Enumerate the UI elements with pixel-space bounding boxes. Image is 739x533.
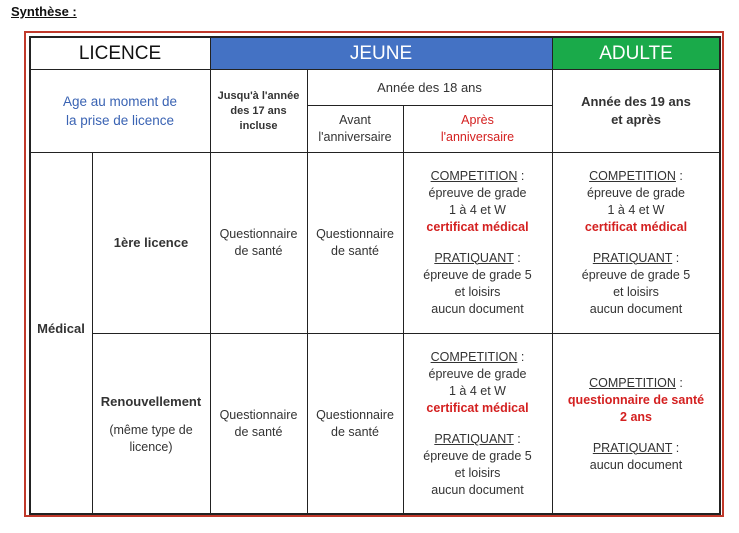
page-title: Synthèse : bbox=[11, 4, 77, 19]
apres-line-1: Après bbox=[461, 112, 494, 127]
header-licence-label: LICENCE bbox=[78, 43, 162, 64]
grid-line bbox=[92, 152, 93, 514]
header-jeune-label: JEUNE bbox=[349, 43, 413, 64]
age-line-1: Age au moment de bbox=[62, 94, 178, 109]
grid-line bbox=[307, 105, 552, 106]
premiere-jusqua-cell: Questionnaire de santé bbox=[219, 226, 298, 258]
premiere-licence-label: 1ère licence bbox=[113, 235, 189, 250]
grid-line bbox=[92, 333, 721, 334]
avant-line-2: l'anniversaire bbox=[318, 129, 392, 144]
age-header bbox=[30, 70, 210, 152]
annee18-label: Année des 18 ans bbox=[377, 80, 482, 95]
grid-line bbox=[29, 513, 721, 515]
grid-line bbox=[210, 36, 211, 514]
medical-label-cell bbox=[30, 152, 92, 515]
renouv-jusqua-cell: Questionnaire de santé bbox=[219, 408, 298, 439]
medical-label: Médical bbox=[37, 321, 85, 336]
premiere-adulte-cell: COMPETITION : épreuve de grade 1 à 4 et W certificat médical PRATIQUANT : épreuve de grade 5 et loisirs aucun document bbox=[581, 168, 691, 316]
annee19-header bbox=[552, 70, 720, 152]
grid-line bbox=[29, 69, 721, 70]
jusqua-line-3: incluse bbox=[239, 119, 278, 132]
avant-header bbox=[307, 105, 403, 152]
header-licence bbox=[30, 37, 210, 70]
header-adulte bbox=[552, 37, 720, 70]
header-jeune bbox=[210, 37, 552, 70]
apres-header bbox=[403, 105, 552, 152]
renouv-avant-cell: Questionnaire de santé bbox=[316, 408, 394, 439]
grid-line bbox=[403, 105, 404, 514]
premiere-apres-cell: COMPETITION : épreuve de grade 1 à 4 et W certificat médical PRATIQUANT : épreuve de grade 5 et loisirs aucun document bbox=[423, 168, 532, 316]
avant-line-1: Avant bbox=[339, 112, 371, 127]
annee19-line-1: Année des 19 ans bbox=[581, 94, 691, 109]
grid-line bbox=[29, 152, 721, 153]
renouv-adulte-cell: COMPETITION : questionnaire de santé 2 ans PRATIQUANT : aucun document bbox=[567, 375, 705, 472]
grid-line bbox=[719, 36, 721, 515]
grid-line bbox=[552, 36, 553, 514]
jusqua-line-1: Jusqu'à l'année bbox=[217, 89, 300, 102]
grid-line bbox=[307, 70, 308, 514]
jusqua-header bbox=[210, 70, 307, 152]
age-line-2: la prise de licence bbox=[65, 113, 175, 128]
renouvellement-label: Renouvellement (même type de licence) bbox=[100, 393, 202, 454]
jusqua-line-2: des 17 ans bbox=[230, 104, 287, 117]
grid-line bbox=[29, 36, 721, 38]
header-adulte-label: ADULTE bbox=[599, 43, 673, 64]
synthesis-table bbox=[24, 31, 724, 517]
apres-line-2: l'anniversaire bbox=[440, 129, 515, 144]
annee19-line-2: et après bbox=[611, 112, 661, 127]
grid-line bbox=[29, 36, 31, 515]
renouv-apres-cell: COMPETITION : épreuve de grade 1 à 4 et W certificat médical PRATIQUANT : épreuve de grade 5 et loisirs aucun document bbox=[423, 350, 532, 497]
premiere-avant-cell: Questionnaire de santé bbox=[316, 226, 394, 258]
annee18-header bbox=[307, 70, 552, 105]
